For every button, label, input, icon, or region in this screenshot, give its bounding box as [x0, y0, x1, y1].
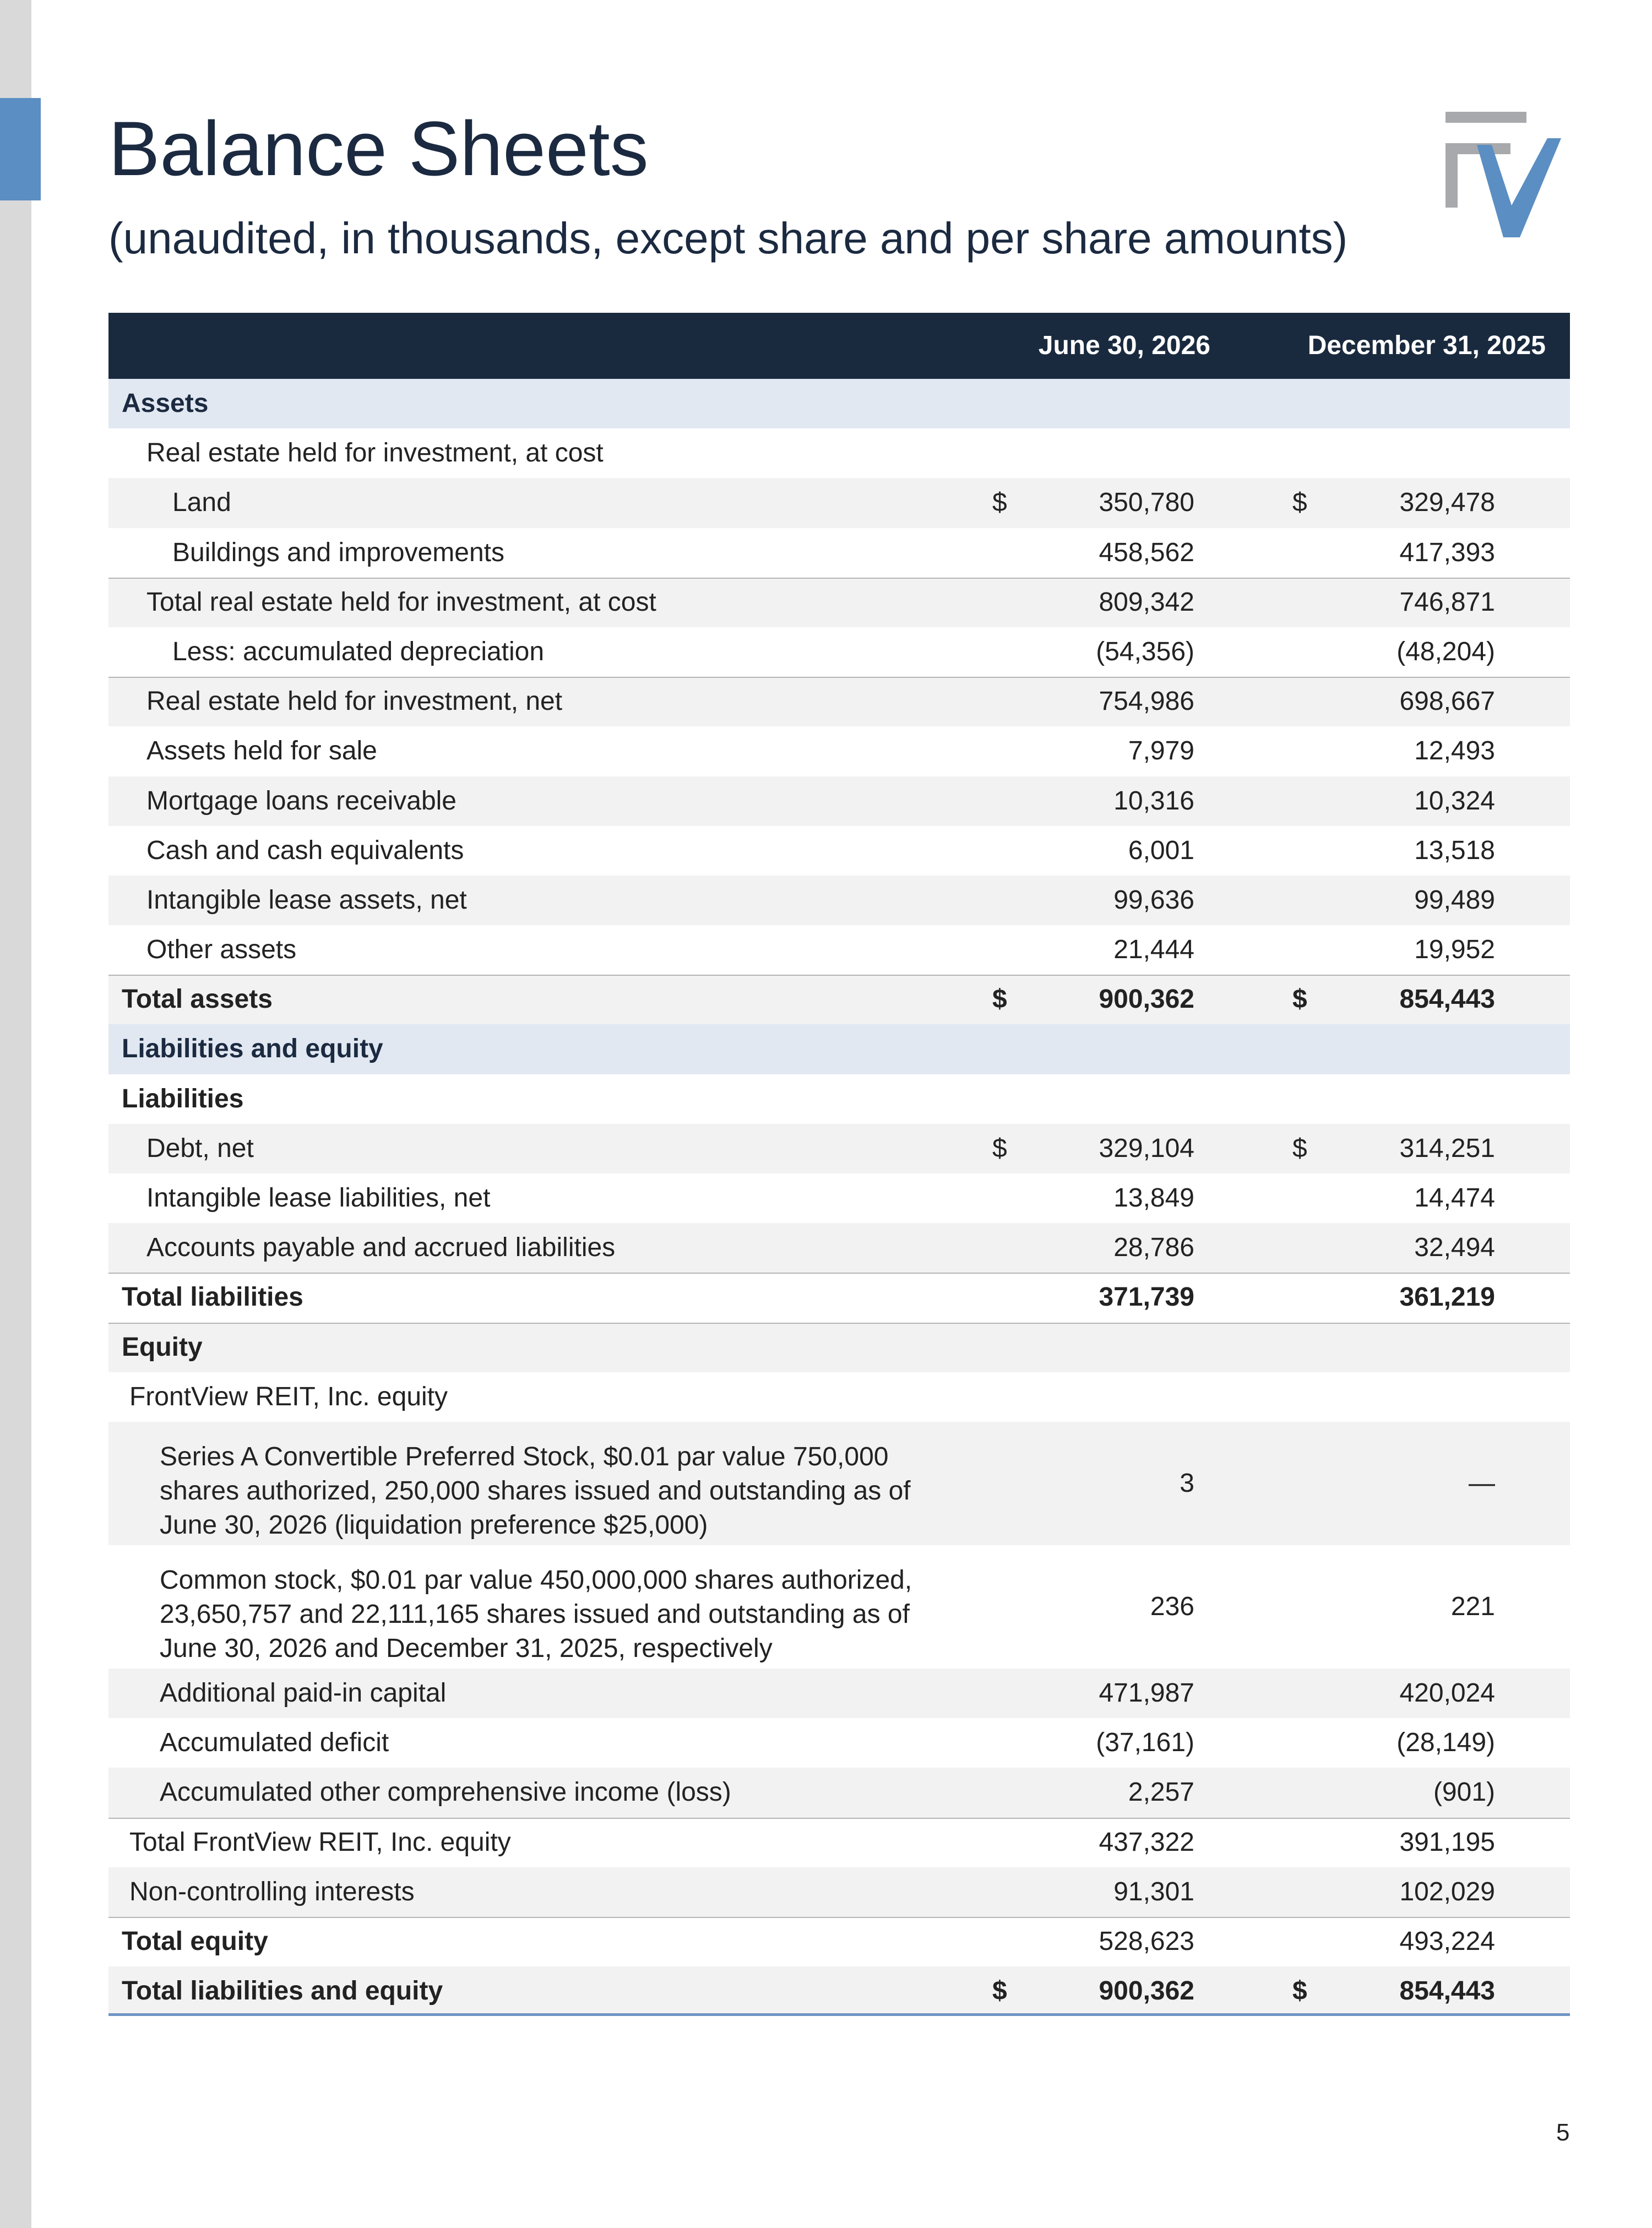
value-june-2026: 371,739: [1099, 1283, 1194, 1312]
table-row: [108, 677, 1570, 726]
row-label: Additional paid-in capital: [160, 1678, 447, 1708]
value-december-2025: 314,251: [1399, 1133, 1495, 1163]
value-june-2026: 7,979: [1128, 736, 1194, 766]
row-label: Buildings and improvements: [172, 537, 504, 567]
value-december-2025: 12,493: [1414, 736, 1495, 766]
table-row: [108, 578, 1570, 627]
section-row-liabilities-equity: [108, 1024, 1570, 1074]
row-label: Liabilities: [122, 1084, 244, 1113]
row-label-line: Common stock, $0.01 par value 450,000,000 shares authorized,: [160, 1565, 912, 1595]
row-label-multiline: [160, 1440, 911, 1542]
row-label: Non-controlling interests: [129, 1877, 415, 1906]
currency-symbol: $: [992, 1133, 1007, 1163]
value-june-2026: (37,161): [1096, 1728, 1194, 1758]
currency-symbol: $: [1292, 1133, 1307, 1163]
table-row: [108, 1718, 1570, 1768]
table-row: [108, 1372, 1570, 1422]
row-label-line: Series A Convertible Preferred Stock, $0.01 par value 750,000: [160, 1442, 889, 1471]
page-title: Balance Sheets: [108, 105, 649, 192]
currency-symbol: $: [1292, 488, 1307, 518]
value-june-2026: 754,986: [1099, 687, 1194, 716]
row-label: Accumulated deficit: [160, 1728, 389, 1758]
total-row-equity: [108, 1917, 1570, 1966]
value-june-2026: 99,636: [1113, 885, 1194, 915]
value-december-2025: 746,871: [1399, 587, 1495, 617]
value-december-2025: 698,667: [1399, 687, 1495, 716]
row-label: Debt, net: [146, 1133, 254, 1163]
table-row: [108, 1818, 1570, 1867]
value-june-2026: 528,623: [1099, 1926, 1194, 1956]
page-number: 5: [1556, 2119, 1570, 2146]
value-december-2025: 10,324: [1414, 786, 1495, 816]
value-december-2025: 99,489: [1414, 885, 1495, 915]
row-label-line: June 30, 2026 and December 31, 2025, respectively: [160, 1633, 773, 1663]
row-label: Real estate held for investment, at cost: [146, 438, 604, 468]
row-label: Cash and cash equivalents: [146, 835, 464, 865]
value-june-2026: 3: [1180, 1468, 1194, 1498]
column-header-december-2025: December 31, 2025: [1307, 331, 1546, 360]
row-label: Land: [172, 488, 231, 518]
table-row: [108, 428, 1570, 478]
fv-logo-icon: [1446, 112, 1569, 237]
value-june-2026: 458,562: [1099, 537, 1194, 567]
row-label: FrontView REIT, Inc. equity: [129, 1382, 448, 1411]
value-june-2026: 2,257: [1128, 1778, 1194, 1807]
subheading-row-equity: [108, 1323, 1570, 1372]
value-december-2025: 493,224: [1399, 1926, 1495, 1956]
value-december-2025: 13,518: [1414, 835, 1495, 865]
value-june-2026: 437,322: [1099, 1827, 1194, 1857]
value-june-2026: 21,444: [1113, 935, 1194, 965]
table-row: [108, 1768, 1570, 1817]
left-accent-tab: [0, 98, 41, 200]
table-row: [108, 1124, 1570, 1173]
table-row: [108, 776, 1570, 826]
table-row: [108, 1422, 1570, 1545]
row-label: Assets held for sale: [146, 736, 377, 766]
row-label-line: June 30, 2026 (liquidation preference $25,000): [160, 1510, 708, 1540]
table-row: [108, 1545, 1570, 1669]
balance-sheet-table: [108, 313, 1570, 2016]
row-label: Total FrontView REIT, Inc. equity: [129, 1827, 511, 1857]
section-row-assets: [108, 379, 1570, 428]
row-label-multiline: [160, 1563, 912, 1666]
row-label: Total equity: [122, 1926, 268, 1956]
value-december-2025: 854,443: [1399, 1976, 1495, 2006]
value-december-2025: 391,195: [1399, 1827, 1495, 1857]
total-row-assets: [108, 975, 1570, 1024]
page-subtitle: (unaudited, in thousands, except share and per share amounts): [108, 214, 1348, 263]
row-label: Real estate held for investment, net: [146, 687, 563, 716]
value-june-2026: 28,786: [1113, 1233, 1194, 1263]
table-row: [108, 876, 1570, 925]
row-label-line: shares authorized, 250,000 shares issued and outstanding as of: [160, 1476, 911, 1506]
value-december-2025: 14,474: [1414, 1183, 1495, 1213]
column-header-june-2026: June 30, 2026: [1038, 331, 1210, 360]
value-june-2026: 350,780: [1099, 488, 1194, 518]
row-label: Accumulated other comprehensive income (loss): [160, 1778, 731, 1807]
row-label: Equity: [122, 1332, 203, 1362]
value-december-2025: (48,204): [1396, 637, 1495, 666]
value-december-2025: 329,478: [1399, 488, 1495, 518]
value-december-2025: 417,393: [1399, 537, 1495, 567]
left-edge-bar: [0, 0, 31, 2228]
value-december-2025: (28,149): [1396, 1728, 1495, 1758]
table-row: [108, 478, 1570, 528]
value-december-2025: 420,024: [1399, 1678, 1495, 1708]
table-row: [108, 528, 1570, 578]
value-december-2025: 221: [1450, 1591, 1495, 1621]
currency-symbol: $: [992, 985, 1007, 1014]
row-label: Total real estate held for investment, at cost: [146, 587, 656, 617]
currency-symbol: $: [992, 488, 1007, 518]
value-june-2026: (54,356): [1096, 637, 1194, 666]
table-row: [108, 1669, 1570, 1718]
currency-symbol: $: [1292, 1976, 1307, 2006]
table-row: [108, 726, 1570, 776]
row-label: Less: accumulated depreciation: [172, 637, 545, 666]
subheading-row-liabilities: [108, 1074, 1570, 1124]
currency-symbol: $: [992, 1976, 1007, 2006]
total-row-liabilities-equity: [108, 1966, 1570, 2016]
value-december-2025: 32,494: [1414, 1233, 1495, 1263]
value-june-2026: 471,987: [1099, 1678, 1194, 1708]
value-june-2026: 329,104: [1099, 1133, 1194, 1163]
row-label: Mortgage loans receivable: [146, 786, 457, 816]
row-label-line: 23,650,757 and 22,111,165 shares issued and outstanding as of: [160, 1599, 910, 1629]
value-december-2025: —: [1469, 1468, 1495, 1498]
row-label: Intangible lease liabilities, net: [146, 1183, 491, 1213]
row-label: Accounts payable and accrued liabilities: [146, 1233, 616, 1263]
row-label: Intangible lease assets, net: [146, 885, 467, 915]
table-row: [108, 826, 1570, 876]
table-row: [108, 1223, 1570, 1273]
value-june-2026: 13,849: [1113, 1183, 1194, 1213]
table-header: [108, 313, 1570, 379]
value-december-2025: 361,219: [1399, 1283, 1495, 1312]
table-row: [108, 1173, 1570, 1223]
table-row: [108, 627, 1570, 677]
row-label: Total liabilities: [122, 1283, 303, 1312]
row-label: Assets: [122, 389, 209, 418]
value-december-2025: 102,029: [1399, 1877, 1495, 1906]
row-label: Total assets: [122, 985, 273, 1014]
value-june-2026: 10,316: [1113, 786, 1194, 816]
table-row: [108, 1867, 1570, 1917]
value-december-2025: (901): [1433, 1778, 1495, 1807]
table-row: [108, 925, 1570, 975]
value-june-2026: 6,001: [1128, 835, 1194, 865]
value-june-2026: 900,362: [1099, 1976, 1194, 2006]
value-june-2026: 236: [1150, 1591, 1194, 1621]
value-december-2025: 854,443: [1399, 985, 1495, 1014]
row-label: Total liabilities and equity: [122, 1976, 443, 2006]
value-june-2026: 809,342: [1099, 587, 1194, 617]
value-june-2026: 900,362: [1099, 985, 1194, 1014]
value-june-2026: 91,301: [1113, 1877, 1194, 1906]
currency-symbol: $: [1292, 985, 1307, 1014]
value-december-2025: 19,952: [1414, 935, 1495, 965]
total-row-liabilities: [108, 1273, 1570, 1322]
row-label: Other assets: [146, 935, 297, 965]
row-label: Liabilities and equity: [122, 1034, 383, 1064]
